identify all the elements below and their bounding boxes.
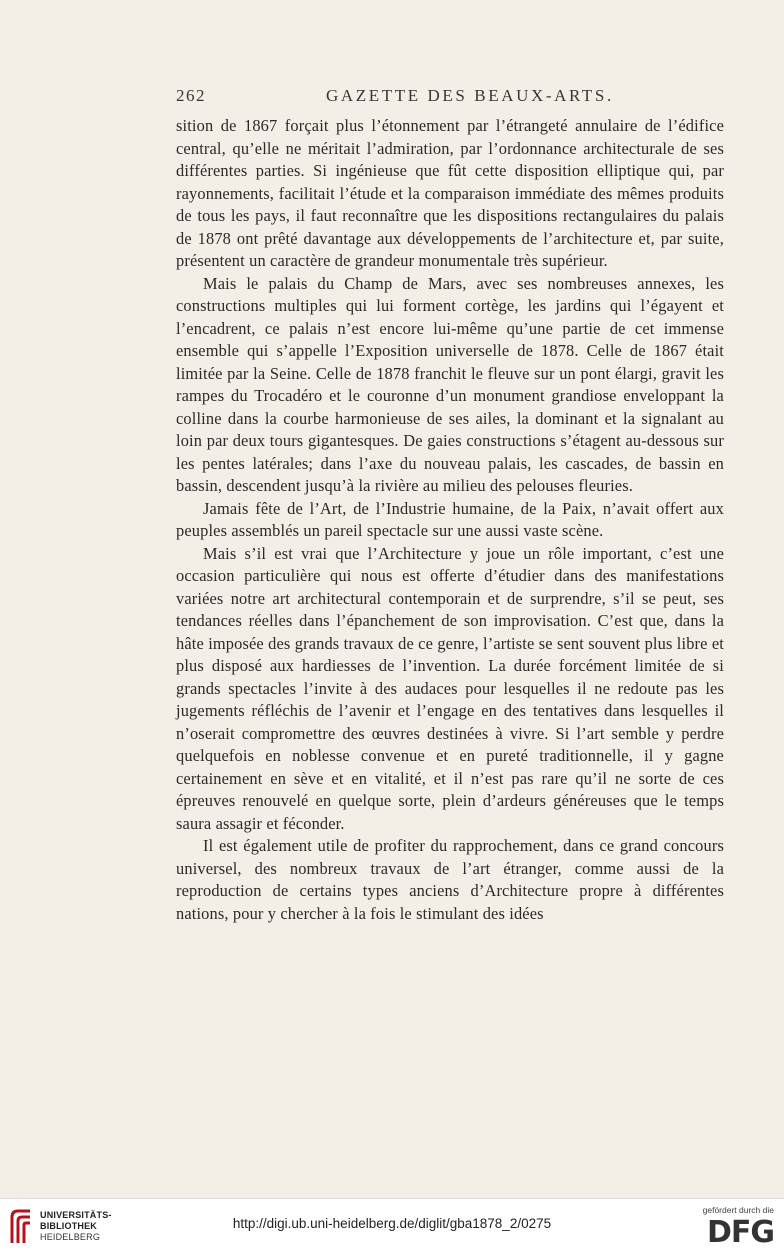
- paragraph-2: Mais le palais du Champ de Mars, avec ses nombreuses annexes, les constructions multiples qui lui forment cortège, les jardins qui l’égayent et l’encadrent, ce palais n’est encore lui-même qu’une partie de cet immense ensemble qui s’appelle l’Exposition universelle de 1878. Celle de 1867 était limitée par la Seine. Celle de 1878 franchit le fleuve sur un pont élargi, gravit les rampes du Trocadéro et le couronne d’un monument grandiose enveloppant la colline dans la courbe harmonieuse de ses ailes, la dominant et la signalant au loin par deux tours gigantesques. De gaies constructions s’étagent au-dessous sur les pentes latérales; dans l’axe du nouveau palais, les cascades, de bassin en bassin, descendent jusqu’à la rivière au milieu des pelouses fleuries.: [176, 273, 724, 495]
- sponsor-label: gefördert durch die: [702, 1205, 774, 1215]
- paragraph-3: Jamais fête de l’Art, de l’Industrie humaine, de la Paix, n’avait offert aux peuples assemblés un pareil spectacle sur une aussi vaste scène.: [176, 498, 724, 540]
- article-body: [176, 115, 724, 925]
- library-name-line-1: UNIVERSITÄTS-: [40, 1210, 112, 1220]
- page-number: 262: [176, 86, 206, 105]
- library-name-line-3: HEIDELBERG: [40, 1232, 101, 1242]
- paragraph-5: Il est également utile de profiter du rapprochement, dans ce grand concours universel, des nombreux travaux de l’art étranger, comme aussi de la reproduction de certains types anciens d’Architecture propre à différentes nations, pour y chercher à la fois le stimulant des idées: [176, 836, 724, 923]
- running-head: [176, 86, 724, 110]
- dfg-logo: DFG: [706, 1215, 774, 1250]
- journal-title: GAZETTE DES BEAUX-ARTS.: [326, 86, 614, 105]
- digitization-footer: [0, 1198, 784, 1254]
- paragraph-4: Mais s’il est vrai que l’Architecture y joue un rôle important, c’est une occasion particulière qui nous est offerte d’étudier dans des manifestations variées notre art architectural contemporain et de surprendre, s’il se peut, ses tendances réelles dans l’épanchement de son improvisation. C’est que, dans la hâte imposée des grands travaux de ce genre, l’artiste se sent souvent plus libre et plus disposé aux hardiesses de l’invention. La durée forcément limitée de si grands spectacles l’invite à des audaces pour lesquelles il ne redoute pas les jugements réfléchis de l’avenir et l’engage en des tentatives dans lesquelles il n’oserait compromettre des œuvres destinées à vivre. Si l’art semble y perdre quelquefois en noblesse convenue et en pureté traditionnelle, il y gagne certainement en sève et en vitalité, et il n’est pas rare qu’il ne sorte de ces épreuves renouvelé en quelque sorte, plein d’ardeurs généreuses que le temps saura assagir et féconder.: [176, 543, 724, 833]
- paragraph-1: sition de 1867 forçait plus l’étonnement par l’étrangeté annulaire de l’édifice central, qu’elle ne méritait l’admiration, par l’ordonnance architecturale de ses différentes parties. Si ingénieuse que fût cette disposition elliptique qui, par rayonnements, facilitait l’étude et la comparaison immédiate des mêmes produits de tous les pays, il faut reconnaître que les dispositions rectangulaires du palais de 1878 ont prêté davantage aux développements de l’architecture et, par suite, présentent un caractère de grandeur monumentale très supérieur.: [176, 116, 724, 270]
- permalink-url[interactable]: http://digi.ub.uni-heidelberg.de/diglit/gba1878_2/0275: [232, 1216, 552, 1231]
- library-name-line-2: BIBLIOTHEK: [40, 1221, 97, 1231]
